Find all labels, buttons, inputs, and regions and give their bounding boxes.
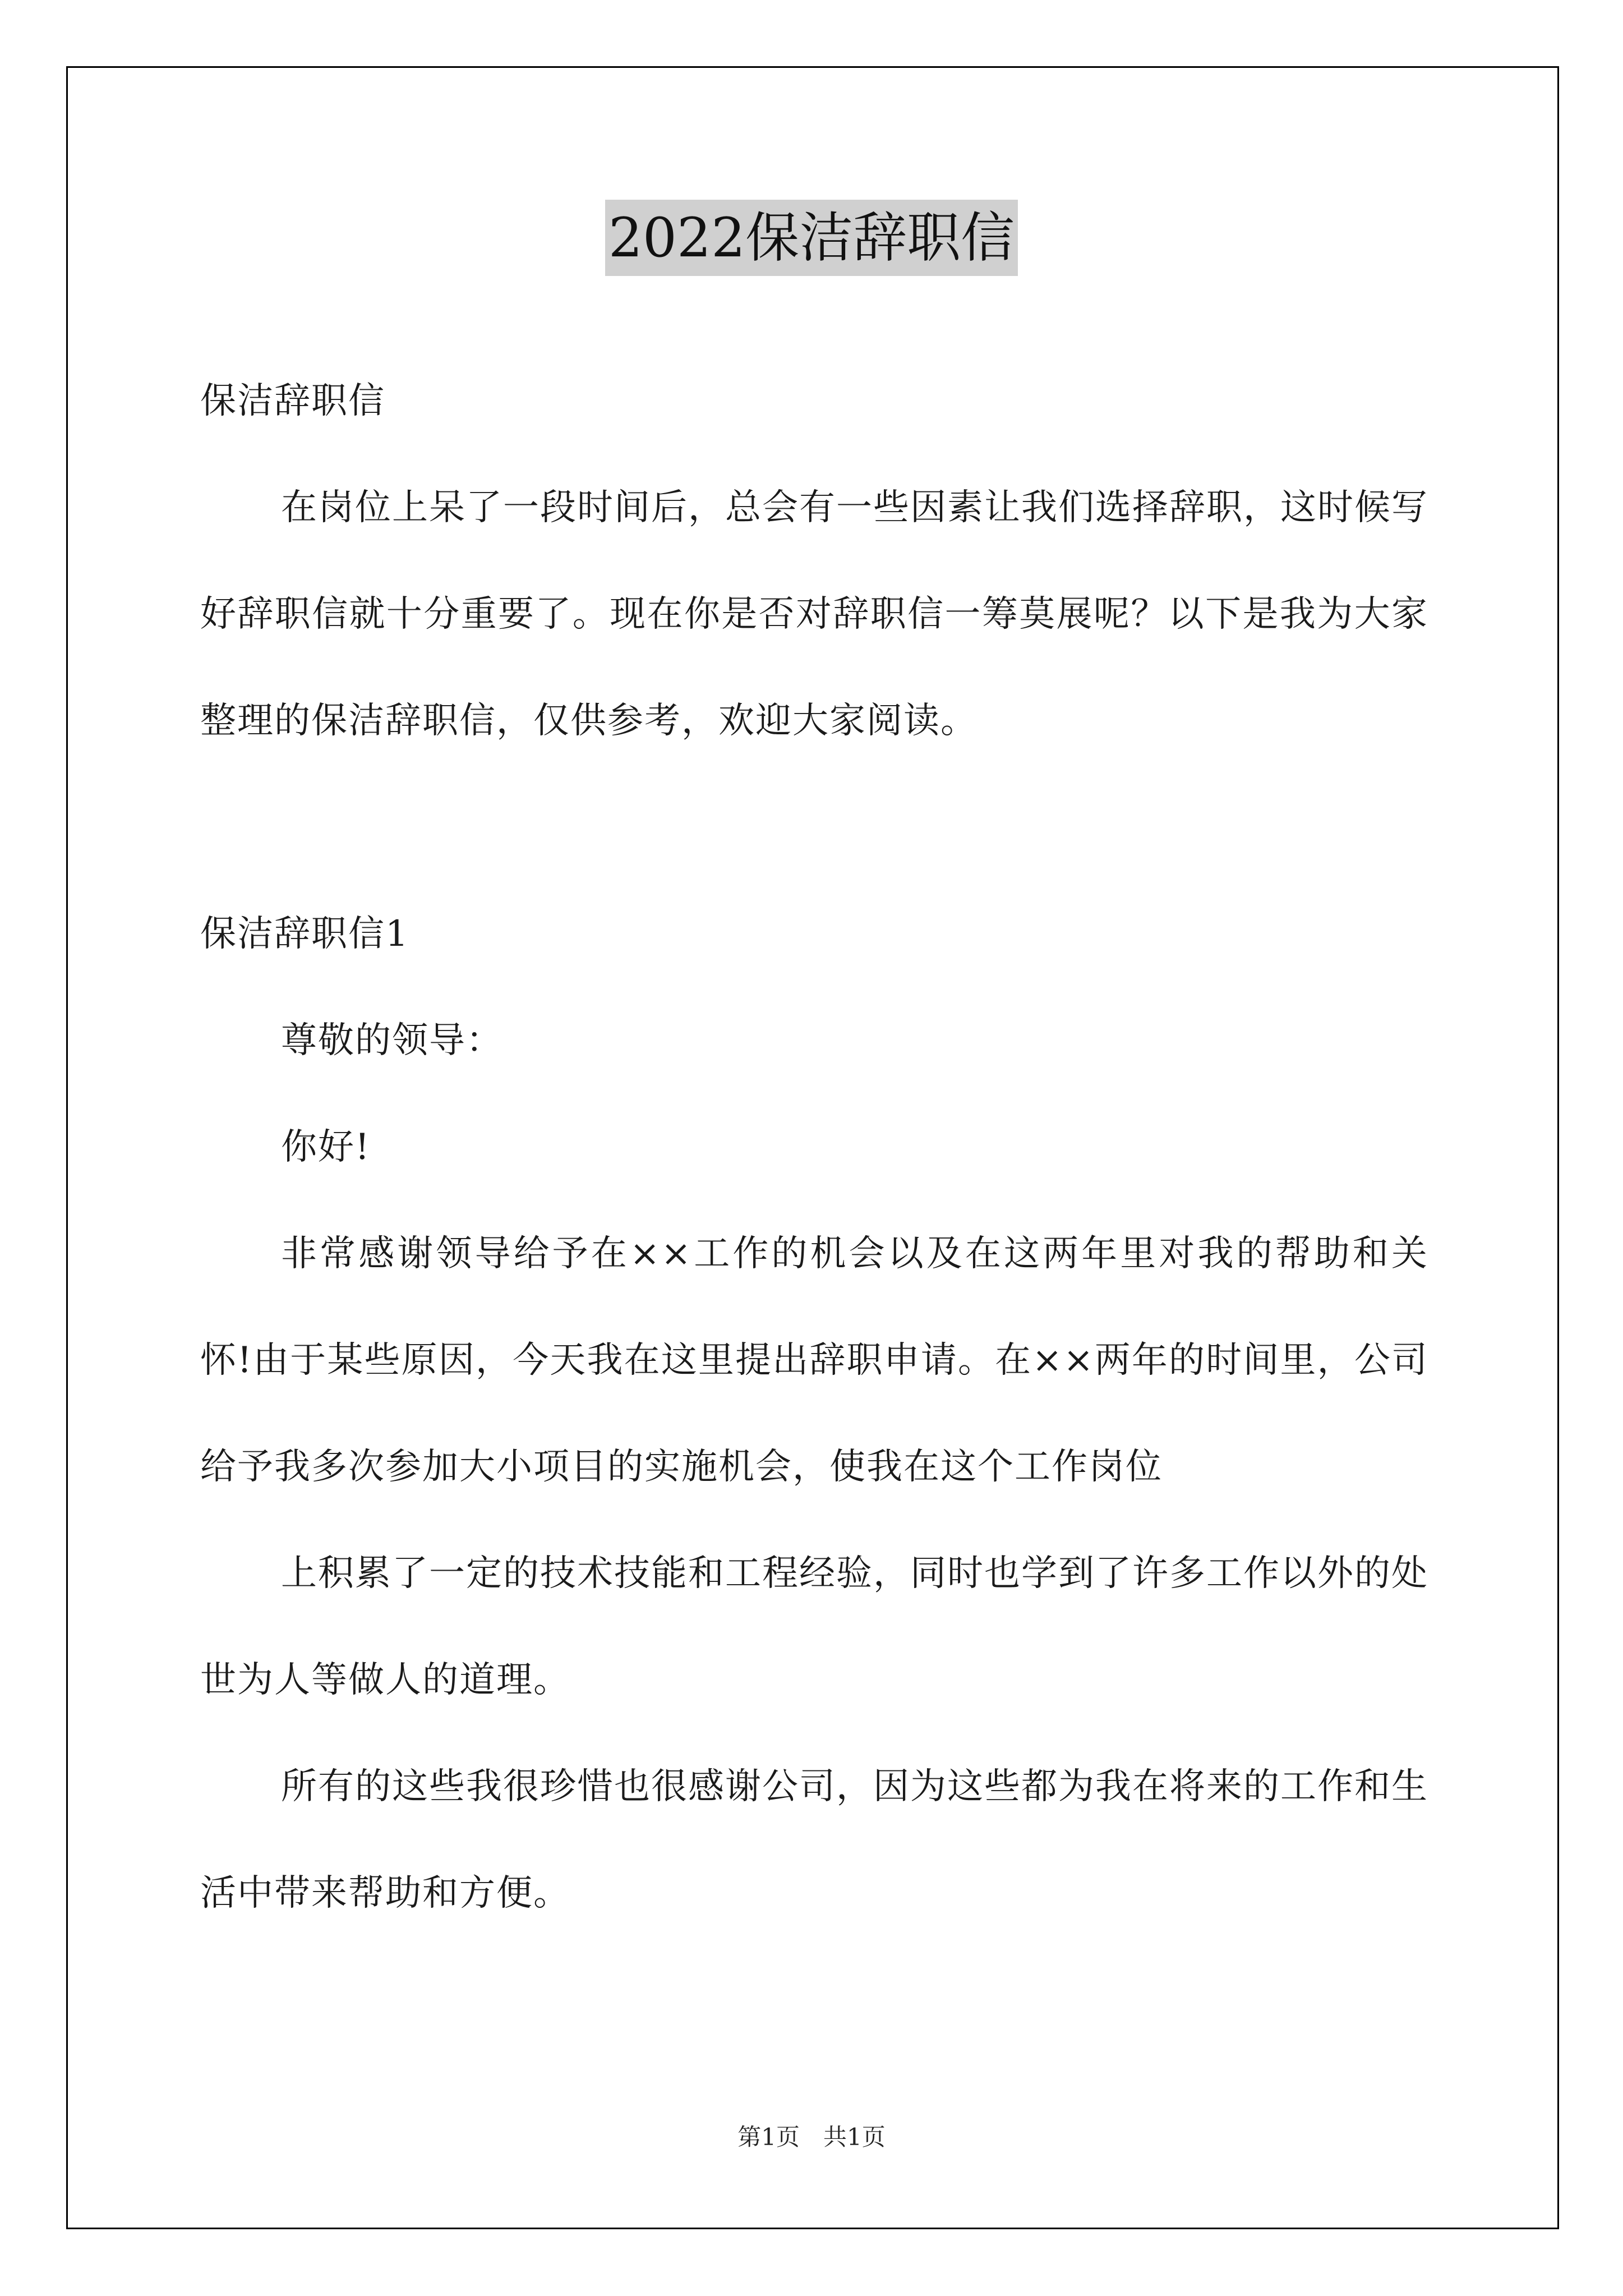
document-title: 2022保洁辞职信 <box>605 200 1018 276</box>
salutation: 尊敬的领导： <box>281 1020 503 1061</box>
document-subtitle: 保洁辞职信 <box>200 380 385 422</box>
section-heading: 保洁辞职信1 <box>200 913 409 955</box>
body-paragraph: 非常感谢领导给予在××工作的机会以及在这两年里对我的帮助和关怀!由于某些原因，今天我在这里提出辞职申请。在××两年的时间里，公司给予我多次参加大小项目的实施机会，使我在这个工作岗位 <box>200 1233 1428 1488</box>
greeting: 你好! <box>281 1126 371 1168</box>
body-paragraph: 上积累了一定的技术技能和工程经验，同时也学到了许多工作以外的处世为人等做人的道理。 <box>200 1553 1428 1701</box>
intro-paragraph: 在岗位上呆了一段时间后，总会有一些因素让我们选择辞职，这时候写好辞职信就十分重要了。现在你是否对辞职信一筹莫展呢？以下是我为大家整理的保洁辞职信，仅供参考，欢迎大家阅读。 <box>200 487 1428 742</box>
page-footer: 第1页 共1页 <box>737 2123 886 2151</box>
paragraph-gap <box>200 774 1428 881</box>
body-paragraph: 所有的这些我很珍惜也很感谢公司，因为这些都为我在将来的工作和生活中带来帮助和方便。 <box>200 1766 1428 1914</box>
title-container <box>0 200 1623 276</box>
document-body <box>200 348 1428 1947</box>
